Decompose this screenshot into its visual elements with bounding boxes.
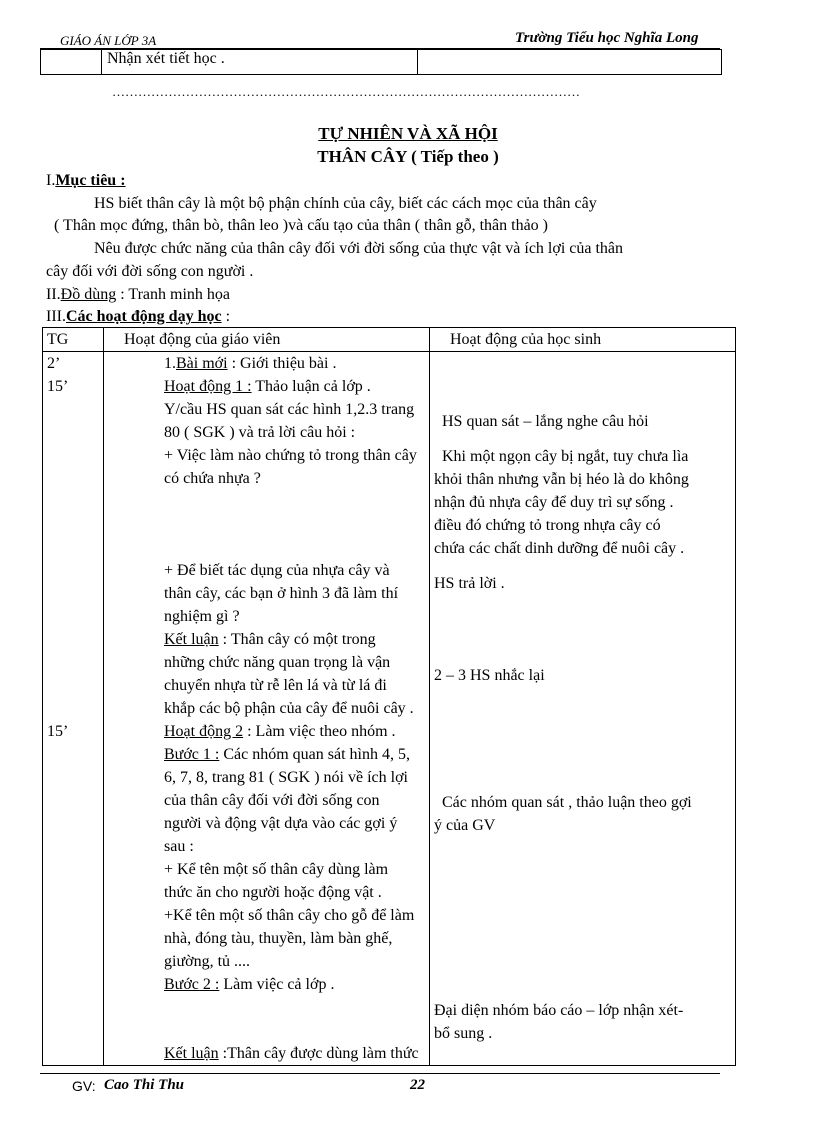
objective-line-1: HS biết thân cây là một bộ phận chính của cây, biết các cách mọc của thân cây — [94, 195, 597, 212]
gv-line: Hoạt động 1 : Thảo luận cả lớp . — [164, 378, 371, 395]
hs-line: HS trả lời . — [434, 575, 505, 592]
hs-line: HS quan sát – lắng nghe câu hỏi — [442, 413, 649, 430]
gv-line: của thân cây đối với đời sống con — [164, 792, 380, 809]
hs-line: khỏi thân nhưng vẫn bị héo là do không — [434, 471, 689, 488]
table-header-row — [43, 328, 736, 352]
gv-line: Bước 2 : Làm việc cả lớp . — [164, 976, 335, 993]
tg-column — [43, 352, 104, 1066]
gv-line: thức ăn cho người hoặc động vật . — [164, 884, 382, 901]
header-hs: Hoạt động của học sinh — [430, 328, 736, 352]
activities-table — [42, 327, 736, 1066]
gv-line: + Kể tên một số thân cây dùng làm — [164, 861, 389, 878]
hs-line: Khi một ngọn cây bị ngắt, tuy chưa lìa — [442, 448, 689, 465]
hs-line: Các nhóm quan sát , thảo luận theo gợi — [442, 794, 692, 811]
gv-line: 1.Bài mới : Giới thiệu bài . — [164, 355, 337, 372]
top-table-tg-cell — [41, 50, 102, 75]
gv-line: Kết luận : Thân cây có một trong — [164, 631, 376, 648]
top-table — [40, 49, 722, 75]
lesson-title: THÂN CÂY ( Tiếp theo ) — [317, 147, 499, 166]
objective-line-3: Nêu được chức năng của thân cây đối với đời sống của thực vật và ích lợi của thân — [94, 240, 624, 257]
gv-line: Hoạt động 2 : Làm việc theo nhóm . — [164, 723, 396, 740]
page-number: 22 — [410, 1077, 425, 1093]
tg-15-a: 15’ — [47, 378, 69, 395]
tg-15-b: 15’ — [47, 723, 69, 740]
top-table-text: Nhận xét tiết học . — [107, 50, 225, 67]
gv-line: 80 ( SGK ) và trả lời câu hỏi : — [164, 424, 356, 441]
top-table-hs-cell — [418, 50, 722, 75]
gv-line: Bước 1 : Các nhóm quan sát hình 4, 5, — [164, 746, 410, 763]
gv-line: chuyển nhựa từ rễ lên lá và từ lá đi — [164, 677, 387, 694]
gv-line: Y/cầu HS quan sát các hình 1,2.3 trang — [164, 401, 415, 418]
gv-line: sau : — [164, 838, 194, 855]
gv-line: người và động vật dựa vào các gợi ý — [164, 815, 398, 832]
objective-line-4: cây đối với đời sống con người . — [46, 263, 254, 280]
tg-2: 2’ — [47, 355, 61, 372]
gv-line: Kết luận :Thân cây được dùng làm thức — [164, 1045, 419, 1062]
footer-divider — [40, 1073, 720, 1074]
section1-heading: I.Mục tiêu : — [46, 172, 126, 189]
table-body-row — [43, 352, 736, 1066]
hs-line: Đại diện nhóm báo cáo – lớp nhận xét- — [434, 1002, 684, 1019]
top-table-gv-cell — [102, 50, 418, 75]
dotted-separator: ……………………………………………………………………………………………… — [112, 84, 580, 99]
hs-line: ý của GV — [434, 817, 496, 834]
gv-line: nghiệm gì ? — [164, 608, 240, 625]
header-right: Trường Tiểu học Nghĩa Long — [515, 30, 699, 46]
subject-title: TỰ NHIÊN VÀ XÃ HỘI — [318, 124, 498, 143]
objective-line-2: ( Thân mọc đứng, thân bò, thân leo )và cấu tạo của thân ( thân gỗ, thân thảo ) — [54, 217, 548, 234]
section2-line: II.Đồ dùng : Tranh minh họa — [46, 286, 231, 303]
gv-line: có chứa nhựa ? — [164, 470, 261, 487]
hs-line: 2 – 3 HS nhắc lại — [434, 667, 545, 684]
teacher-column — [104, 352, 430, 1066]
gv-line: giường, tủ .... — [164, 953, 251, 970]
section3-heading: III.Các hoạt động dạy học : — [46, 308, 231, 325]
gv-line: + Để biết tác dụng của nhựa cây và — [164, 562, 390, 579]
gv-line: những chức năng quan trọng là vận — [164, 654, 391, 671]
header-tg: TG — [43, 328, 104, 352]
gv-line: + Việc làm nào chứng tỏ trong thân cây — [164, 447, 417, 464]
hs-line: bổ sung . — [434, 1025, 493, 1042]
footer-teacher-name: Cao Thi Thu — [104, 1077, 185, 1093]
gv-line: 6, 7, 8, trang 81 ( SGK ) nói về ích lợi — [164, 769, 408, 786]
gv-line: thân cây, các bạn ở hình 3 đã làm thí — [164, 585, 399, 602]
gv-line: nhà, đóng tàu, thuyền, làm bàn ghế, — [164, 930, 393, 947]
hs-line: chứa các chất dinh dưỡng để nuôi cây . — [434, 540, 685, 557]
header-gv: Hoạt động của giáo viên — [104, 328, 430, 352]
student-column — [430, 352, 736, 1066]
hs-line: nhận đủ nhựa cây để duy trì sự sống . — [434, 494, 674, 511]
header-left: GIÁO ÁN LỚP 3A — [60, 33, 157, 48]
footer-gv-label: GV: — [72, 1078, 96, 1094]
gv-line: +Kể tên một số thân cây cho gỗ để làm — [164, 907, 415, 924]
hs-line: điều đó chứng tỏ trong nhựa cây có — [434, 517, 661, 534]
gv-line: khắp các bộ phận của cây để nuôi cây . — [164, 700, 414, 717]
